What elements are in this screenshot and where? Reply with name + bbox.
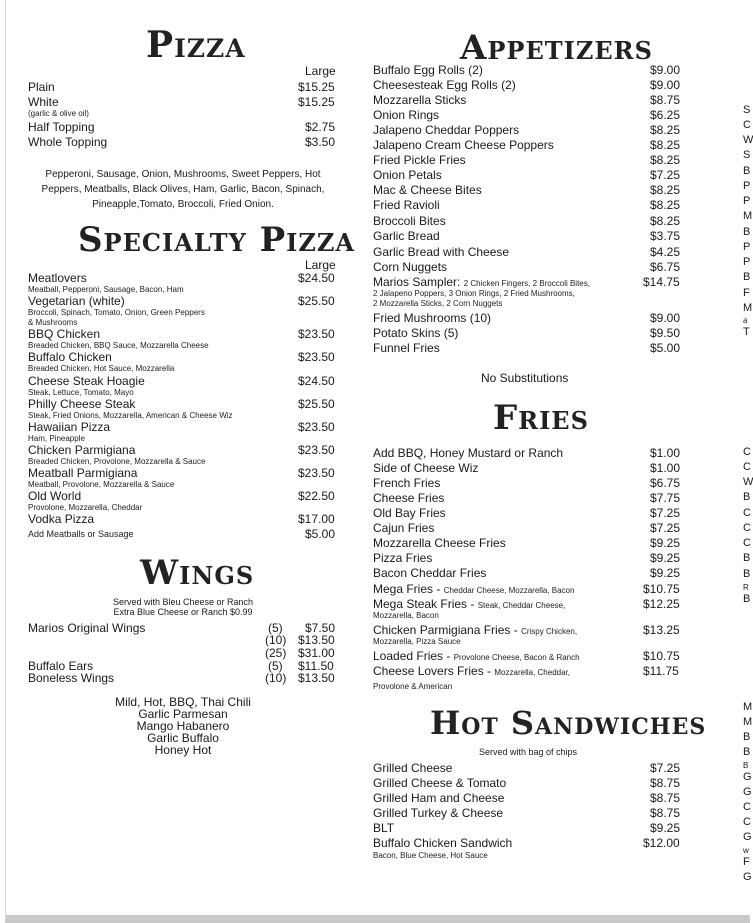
menu-item-price: $3.50 <box>305 135 336 149</box>
menu-item-name: Pizza Fries <box>373 551 433 565</box>
menu-item-name: Onion Petals <box>373 168 442 182</box>
menu-item-name: Potato Skins (5) <box>373 326 459 340</box>
menu-item-name: Hawaiian Pizza <box>28 420 111 434</box>
menu-item-price: $17.00 <box>298 512 335 526</box>
menu-item-price: $23.50 <box>298 466 335 480</box>
menu-item-desc: Meatball, Pepperoni, Sausage, Bacon, Ham <box>28 285 184 294</box>
menu-item-price: $12.00 <box>643 836 680 850</box>
menu-item-price: $6.75 <box>650 476 681 490</box>
menu-item-name: Buffalo Chicken Sandwich <box>373 836 513 850</box>
menu-item-name: Buffalo Ears <box>28 659 94 673</box>
menu-item-name: Funnel Fries <box>373 341 440 355</box>
menu-item-desc: 2 Mozzarella Sticks, 2 Corn Nuggets <box>373 299 503 308</box>
mega-steak-fries-item: Mega Steak Fries - Steak, Cheddar Cheese, <box>373 597 566 611</box>
menu-item-desc: Bacon, Blue Cheese, Hot Sauce <box>373 851 488 860</box>
menu-item-price: $8.75 <box>650 806 681 820</box>
menu-item-desc: Breaded Chicken, Provolone, Mozzarella & Sauce <box>28 457 206 466</box>
menu-item-price: $14.75 <box>643 275 680 289</box>
menu-item-price: $6.75 <box>650 260 681 274</box>
menu-item-price: $4.25 <box>650 245 681 259</box>
menu-item-price: $24.50 <box>298 271 335 285</box>
menu-item-name: Fried Mushrooms (10) <box>373 311 492 325</box>
menu-item-price: $8.25 <box>650 123 681 137</box>
wing-qty: (25) <box>265 646 287 660</box>
wings-note: Served with Bleu Cheese or Ranch <box>112 597 254 607</box>
menu-item-price: $7.25 <box>650 506 681 520</box>
menu-item-desc: Mozzarella, Bacon <box>373 611 439 620</box>
menu-item-price: $1.00 <box>650 461 681 475</box>
menu-item-price: $10.75 <box>643 649 680 663</box>
menu-item-price: $8.25 <box>650 138 681 152</box>
menu-item-name: Plain <box>28 80 55 94</box>
menu-item-price: $15.25 <box>298 95 335 109</box>
menu-item-name: Whole Topping <box>28 135 108 149</box>
menu-item-name: Cheese Steak Hoagie <box>28 374 145 388</box>
wing-flavors: Mild, Hot, BBQ, Thai Chili Garlic Parmesan Mango Habanero Garlic Buffalo Honey Hot <box>115 695 251 757</box>
menu-item-name: Side of Cheese Wiz <box>373 461 479 475</box>
menu-item-price: $7.25 <box>650 761 681 775</box>
menu-item-name: Jalapeno Cheddar Poppers <box>373 123 520 137</box>
menu-item-desc: Steak, Fried Onions, Mozzarella, American & Cheese Wiz <box>28 411 233 420</box>
menu-item-price: $22.50 <box>298 489 335 503</box>
menu-item-desc: Steak, Lettuce, Tomato, Mayo <box>28 388 134 397</box>
menu-item-name: Grilled Ham and Cheese <box>373 791 505 805</box>
pizza-size-label: Large <box>305 64 336 78</box>
menu-item-desc: Broccoli, Spinach, Tomato, Onion, Green Peppers <box>28 308 205 317</box>
menu-item-desc: (garlic & olive oil) <box>28 109 89 118</box>
menu-item-price: $23.50 <box>298 350 335 364</box>
menu-item-price: $7.25 <box>650 521 681 535</box>
menu-item-price: $10.75 <box>643 582 680 596</box>
menu-item-price: $8.25 <box>650 198 681 212</box>
menu-item-name: Onion Rings <box>373 108 440 122</box>
menu-item-name: French Fries <box>373 476 441 490</box>
menu-item-price: $1.00 <box>650 446 681 460</box>
menu-item-price: $9.00 <box>650 78 681 92</box>
menu-item-price: $7.50 <box>305 621 336 635</box>
addon-label: Add Meatballs or Sausage <box>28 529 134 539</box>
menu-item-name: Boneless Wings <box>28 671 115 685</box>
pizza-heading: Pizza <box>146 24 246 66</box>
menu-item-name: Mozzarella Cheese Fries <box>373 536 506 550</box>
menu-item-name: Meatlovers <box>28 271 87 285</box>
menu-item-price: $9.25 <box>650 821 681 835</box>
menu-item-name: Chicken Parmigiana <box>28 443 136 457</box>
menu-item-price: $9.25 <box>650 566 681 580</box>
menu-item-price: $23.50 <box>298 327 335 341</box>
menu-item-name: Philly Cheese Steak <box>28 397 136 411</box>
menu-item-price: $9.50 <box>650 326 681 340</box>
menu-item-name: Fried Ravioli <box>373 198 440 212</box>
menu-item-desc: Provolone & American <box>373 682 453 691</box>
menu-item-price: $13.25 <box>643 623 680 637</box>
menu-item-name: Cajun Fries <box>373 521 435 535</box>
menu-item-name: Old World <box>28 489 82 503</box>
appetizers-heading: Appetizers <box>460 28 653 68</box>
menu-item-price: $9.00 <box>650 63 681 77</box>
menu-item-name: Garlic Bread <box>373 229 440 243</box>
menu-item-price: $3.75 <box>650 229 681 243</box>
wings-heading: Wings <box>140 553 255 593</box>
menu-item-name: BLT <box>373 821 395 835</box>
menu-item-desc: Mozzarella, Pizza Sauce <box>373 637 461 646</box>
menu-item-name: BBQ Chicken <box>28 327 101 341</box>
menu-item-price: $13.50 <box>298 633 335 647</box>
menu-item-name: Cheesesteak Egg Rolls (2) <box>373 78 516 92</box>
menu-item-price: $9.25 <box>650 536 681 550</box>
loaded-fries-item: Loaded Fries - Provolone Cheese, Bacon & Ranch <box>373 649 580 663</box>
menu-item-name: Old Bay Fries <box>373 506 446 520</box>
chicken-parm-fries-item: Chicken Parmigiana Fries - Crispy Chicken, <box>373 623 578 637</box>
menu-item-name: White <box>28 95 59 109</box>
menu-item-desc: Meatball, Provolone, Mozzarella & Sauce <box>28 480 175 489</box>
menu-item-price: $9.25 <box>650 551 681 565</box>
menu-item-price: $8.25 <box>650 214 681 228</box>
menu-item-name: Meatball Parmigiana <box>28 466 138 480</box>
menu-item-desc: Provolone, Mozzarella, Cheddar <box>28 503 143 512</box>
specialty-pizza-heading: Specialty Pizza <box>78 220 356 260</box>
menu-item-name: Fried Pickle Fries <box>373 153 466 167</box>
menu-item-price: $7.75 <box>650 491 681 505</box>
menu-item-name: Add BBQ, Honey Mustard or Ranch <box>373 446 564 460</box>
menu-item-price: $8.25 <box>650 153 681 167</box>
menu-item-price: $13.50 <box>298 671 335 685</box>
menu-item-name: Vegetarian (white) <box>28 294 125 308</box>
menu-item-price: $24.50 <box>298 374 335 388</box>
hot-sandwiches-heading: Hot Sandwiches <box>430 704 707 742</box>
menu-item-desc: Ham, Pineapple <box>28 434 85 443</box>
wings-extra-note: Extra Blue Cheese or Ranch $0.99 <box>113 607 253 617</box>
menu-item-name: Jalapeno Cream Cheese Poppers <box>373 138 554 152</box>
menu-item-name: Buffalo Egg Rolls (2) <box>373 63 483 77</box>
menu-item-name: Mozzarella Sticks <box>373 93 467 107</box>
menu-item-desc: Breaded Chicken, Hot Sauce, Mozzarella <box>28 364 175 373</box>
hot-sandwiches-note: Served with bag of chips <box>478 747 578 757</box>
menu-item-name: Bacon Cheddar Fries <box>373 566 487 580</box>
wing-qty: (10) <box>265 633 287 647</box>
menu-item-price: $8.25 <box>650 183 681 197</box>
menu-item-price: $11.75 <box>643 664 679 678</box>
fries-heading: Fries <box>493 398 589 438</box>
menu-item-desc: 2 Jalapeno Poppers, 3 Onion Rings, 2 Fried Mushrooms, <box>373 289 575 298</box>
menu-item-name: Grilled Cheese <box>373 761 453 775</box>
menu-item-name: Broccoli Bites <box>373 214 446 228</box>
menu-item-name: Marios Original Wings <box>28 621 146 635</box>
menu-item-price: $9.00 <box>650 311 681 325</box>
mega-fries-item: Mega Fries - Cheddar Cheese, Mozzarella, Bacon <box>373 582 575 596</box>
toppings-list: Pepperoni, Sausage, Onion, Mushrooms, Sweet Peppers, Hot Peppers, Meatballs, Black Olives, Ham, Garlic, Bacon, Spinach, Pineapple,Tomato, Broccoli, Fried Onion. <box>41 169 325 210</box>
menu-item-price: $23.50 <box>298 443 335 457</box>
menu-item-name: Half Topping <box>28 120 95 134</box>
menu-item-name: Corn Nuggets <box>373 260 448 274</box>
menu-item-price: $7.25 <box>650 168 681 182</box>
menu-item-price: $8.75 <box>650 776 681 790</box>
menu-item-price: $12.25 <box>643 597 680 611</box>
menu-item-price: $15.25 <box>298 80 335 94</box>
wing-qty: (5) <box>268 659 283 673</box>
menu-item-price: $31.00 <box>298 646 335 660</box>
menu-item-name: Grilled Cheese & Tomato <box>373 776 507 790</box>
menu-item-name: Grilled Turkey & Cheese <box>373 806 504 820</box>
menu-item-desc: Breaded Chicken, BBQ Sauce, Mozzarella Cheese <box>28 341 209 350</box>
wing-qty: (10) <box>265 671 287 685</box>
specialty-size-label: Large <box>305 258 336 272</box>
cheese-lovers-fries-item: Cheese Lovers Fries - Mozzarella, Cheddar, <box>373 664 570 678</box>
menu-item-name: Garlic Bread with Cheese <box>373 245 510 259</box>
menu-item-price: $11.50 <box>298 659 334 673</box>
menu-item-price: $25.50 <box>298 397 335 411</box>
menu-item-name: Vodka Pizza <box>28 512 95 526</box>
no-substitutions-note: No Substitutions <box>481 371 569 385</box>
menu-item-price: $23.50 <box>298 420 335 434</box>
addon-price: $5.00 <box>305 527 336 541</box>
menu-item-name: Mac & Cheese Bites <box>373 183 482 197</box>
menu-item-desc: & Mushrooms <box>28 318 78 327</box>
menu-item-price: $6.25 <box>650 108 681 122</box>
menu-item-price: $8.75 <box>650 93 681 107</box>
menu-item-price: $8.75 <box>650 791 681 805</box>
sampler-item: Marios Sampler: 2 Chicken Fingers, 2 Broccoli Bites, <box>373 275 590 289</box>
menu-item-name: Buffalo Chicken <box>28 350 112 364</box>
menu-item-price: $5.00 <box>650 341 681 355</box>
wing-qty: (5) <box>268 621 283 635</box>
menu-item-name: Cheese Fries <box>373 491 445 505</box>
menu-item-price: $2.75 <box>305 120 336 134</box>
menu-item-price: $25.50 <box>298 294 335 308</box>
